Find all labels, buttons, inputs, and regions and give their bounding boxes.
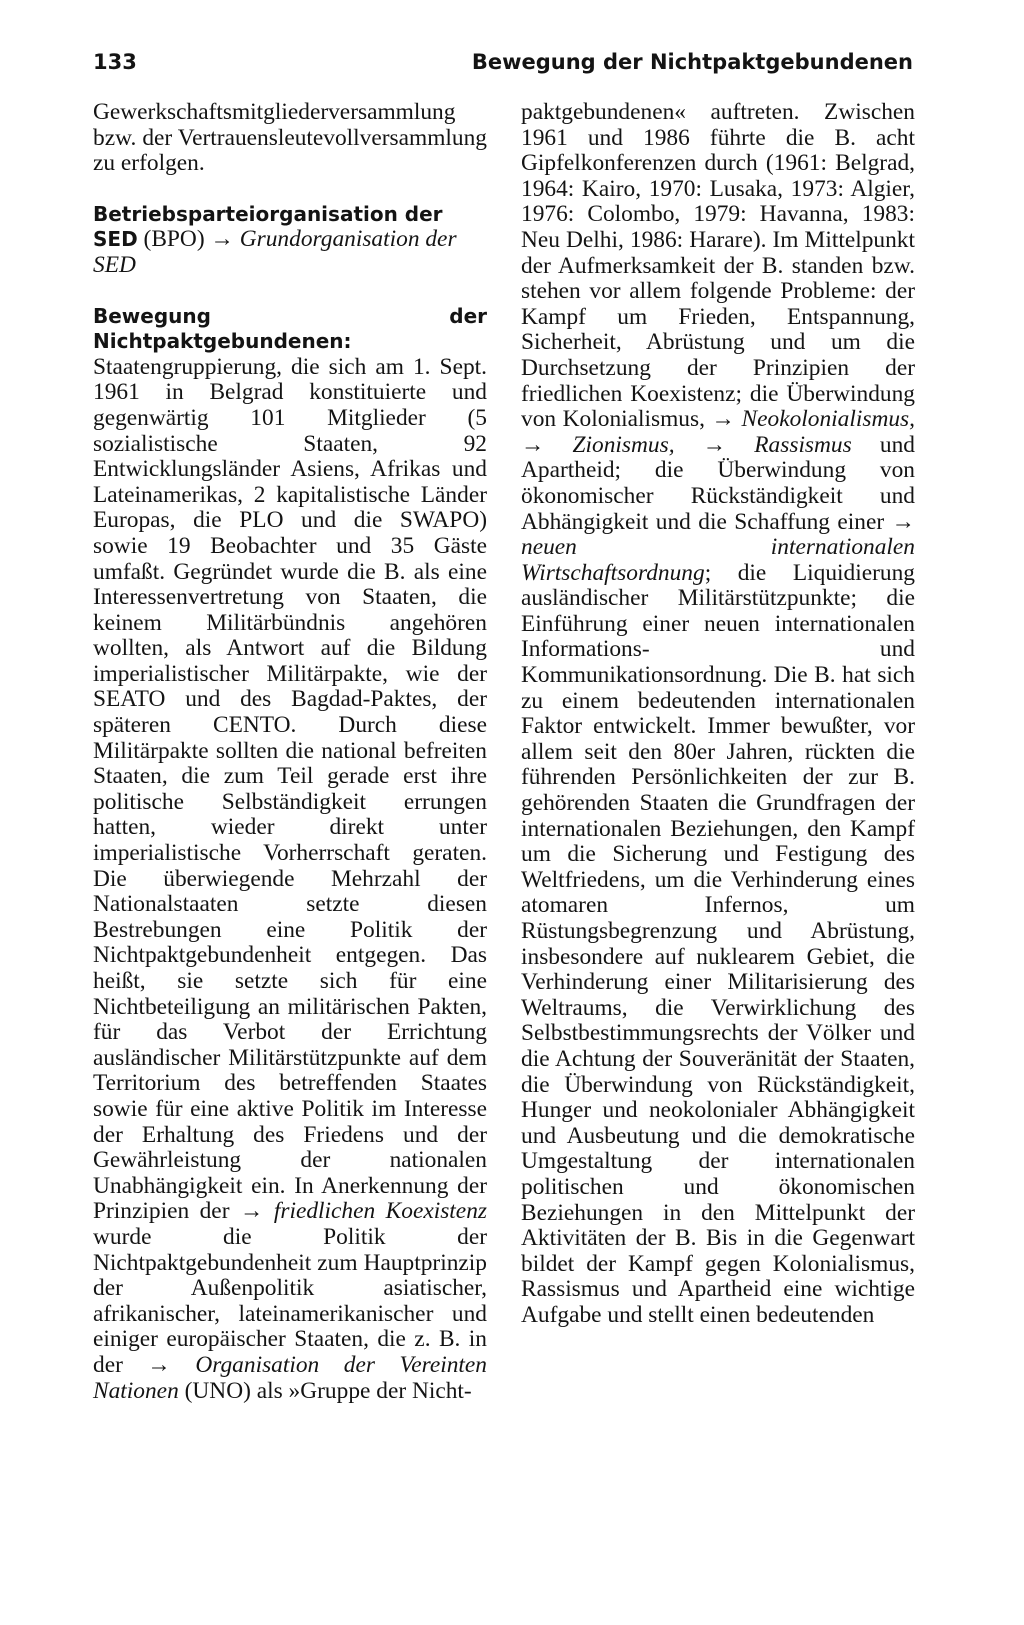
cross-reference-arrow: → [147, 1351, 171, 1378]
entry-headword: Betriebsparteiorganisation der SED [93, 201, 443, 252]
cross-reference-link[interactable]: neuen internationalen Wirtschaftsordnung [521, 534, 915, 586]
running-title: Bewegung der Nichtpaktgebundenen [471, 50, 913, 74]
cross-reference-link[interactable]: Organisation der Vereinten Nationen [93, 1351, 487, 1404]
cross-reference-link[interactable]: friedlichen Koexistenz [273, 1198, 487, 1225]
entry-body-text: (UNO) als »Gruppe der Nicht- [184, 1377, 472, 1404]
cross-reference-link[interactable]: Neokolonialismus, [741, 406, 915, 433]
cross-reference-arrow: → [711, 406, 735, 433]
cross-reference-arrow: → [521, 431, 545, 458]
entry-body-text: wurde die Politik der Nichtpaktgebundenheit zum Hauptprinzip der Außenpolitik asiatischer, afrikanischer, lateinamerikanischer und einiger europäischer Staaten, die z. B. in der [93, 1223, 487, 1378]
entry-headword: Bewegung der Nichtpaktgebundenen: [93, 303, 487, 354]
right-column [521, 100, 915, 1329]
cross-reference-arrow: → [210, 226, 234, 253]
cross-reference-link[interactable]: Zionismus, [572, 431, 675, 458]
cross-reference-link[interactable]: Grundorganisation der SED [93, 226, 457, 278]
cross-reference-arrow: → [891, 508, 915, 535]
entry-body-text: und Apartheid; die Überwindung von ökonomischer Rückständigkeit und Abhängigkeit und die Schaffung einer [521, 431, 915, 535]
page-number: 133 [93, 50, 137, 74]
entry-betriebsparteiorganisation [93, 202, 487, 279]
continuation-text: Gewerkschaftsmitgliederversammlung bzw. der Vertrauensleutevollversammlung zu erfolgen. [93, 99, 487, 177]
entry-body-text: Staatengruppierung, die sich am 1. Sept. 1961 in Belgrad konstituierte und gegenwärtig 101 Mitglieder (5 sozialistische Staaten, 92 Entwicklungsländer Asiens, Afrikas und Lateinamerikas, 2 kapitalistische Länder Europas, die PLO und die SWAPO) sowie 19 Beobachter und 35 Gäste umfaßt. Gegründet wurde die B. als eine Interessenvertretung von Staaten, die keinem Militärbündnis angehören wollten, als Antwort auf die Bildung imperialistischer Militärpakte, wie der SEATO und des Bagdad-Paktes, der späteren CENTO. Durch diese Militärpakte sollten die national befreiten Staaten, die zum Teil gerade erst ihre politische Selbständigkeit errungen hatten, wieder direkt unter imperialistische Vorherrschaft geraten. Die überwiegende Mehrzahl der Nationalstaaten setzte diesen Bestrebungen eine Politik der Nichtpaktgebundenheit entgegen. Das heißt, sie setzte sich für eine Nichtbeteiligung an militärischen Pakten, für das Verbot der Errichtung ausländischer Militärstützpunkte auf dem Territorium des betreffenden Staates sowie für eine aktive Politik im Interesse der Erhaltung des Friedens und der Gewährleistung der nationalen Unabhängigkeit ein. In Anerkennung der Prinzipien der [93, 353, 487, 1225]
entry-bewegung-der-nichtpaktgebundenen [93, 304, 487, 1405]
running-head [93, 48, 913, 76]
continuation-paragraph [93, 100, 487, 177]
entry-body-text: paktgebundenen« auftreten. Zwischen 1961 und 1986 führte die B. acht Gipfelkonferenzen durch (1961: Belgrad, 1964: Kairo, 1970: Lusaka, 1973: Algier, 1976: Colombo, 1979: Havanna, 1983: Neu Delhi, 1986: Harare). Im Mittelpunkt der Aufmerksamkeit der B. standen bzw. stehen vor allem folgende Probleme: der Kampf um Frieden, Entspannung, Sicherheit, Abrüstung und um die Durchsetzung der Prinzipien der friedlichen Koexistenz; die Überwindung von Kolonialismus, [521, 99, 915, 433]
entry-body-text: ; die Liquidierung ausländischer Militärstützpunkte; die Einführung einer neuen internationalen Informations- und Kommunikationsordnung. Die B. hat sich zu einem bedeutenden internationalen Faktor entwickelt. Immer bewußter, vor allem seit den 80er Jahren, rückten die führenden Persönlichkeiten der zur B. gehörenden Staaten die Grundfragen der internationalen Beziehungen, den Kampf um die Sicherung und Festigung des Weltfriedens, um die Verhinderung eines atomaren Infernos, um Rüstungsbegrenzung und Abrüstung, insbesondere auf nuklearem Gebiet, die Verhinderung einer Militarisierung des Weltraums, die Verwirklichung des Selbstbestimmungsrechts der Völker und die Achtung der Souveränität der Staaten, die Überwindung von Rückständigkeit, Hunger und neokolonialer Abhängigkeit und Ausbeutung und die demokratische Umgestaltung der internationalen politischen und ökonomischen Beziehungen in den Mittelpunkt der Aktivitäten der B. Bis in die Gegenwart bildet der Kampf gegen Kolonialismus, Rassismus und Apartheid eine wichtige Aufgabe und stellt einen bedeutenden [521, 559, 915, 1328]
cross-reference-link[interactable]: Rassismus [754, 431, 852, 458]
entry-continuation-paragraph [521, 100, 915, 1329]
left-column [93, 100, 487, 1404]
cross-reference-arrow: → [702, 431, 727, 458]
entry-abbreviation: (BPO) [143, 226, 205, 253]
cross-reference-arrow: → [239, 1198, 264, 1225]
